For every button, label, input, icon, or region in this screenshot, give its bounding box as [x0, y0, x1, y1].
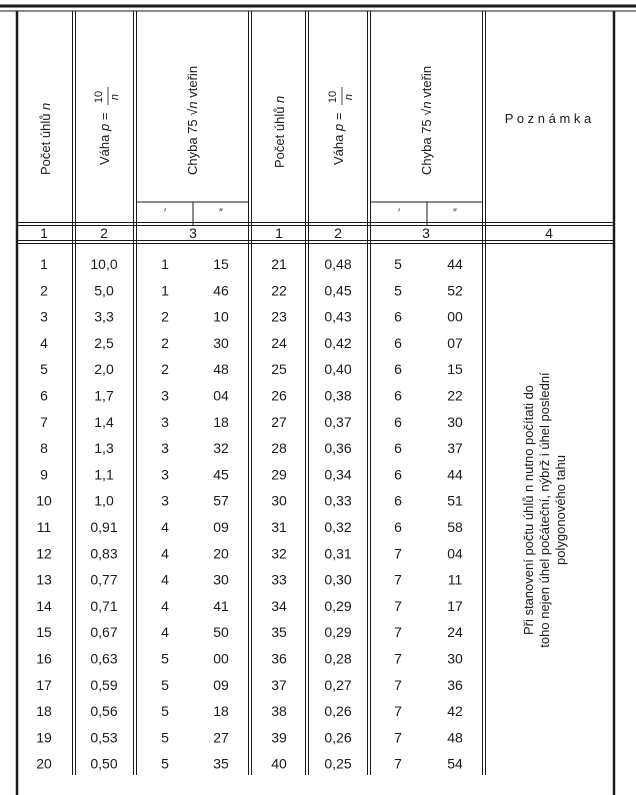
table-cell: 0,31 [324, 545, 352, 562]
table-cell: 44 [447, 256, 463, 272]
table-cell: 0,91 [90, 519, 118, 535]
table-cell: 7 [394, 571, 402, 588]
seconds-header-right: ″ [453, 207, 457, 219]
table-cell: 35 [271, 624, 287, 641]
table-cell: 6 [394, 519, 402, 535]
table-cell: 27 [271, 413, 287, 430]
table-cell: 7 [394, 624, 402, 641]
note-header: P o z n á m k a [504, 111, 592, 126]
table-cell: 0,33 [324, 492, 352, 509]
table-cell: 24 [271, 334, 287, 351]
table-cell: 48 [213, 361, 229, 378]
col-number: 3 [189, 225, 197, 241]
table-cell: 2,0 [94, 361, 114, 378]
table-cell: 22 [271, 282, 287, 299]
data-rows [36, 256, 463, 772]
table-cell: 7 [394, 545, 402, 562]
table-cell: 0,48 [324, 256, 352, 272]
table-cell: 2 [161, 334, 169, 351]
table-cell: 41 [213, 597, 229, 614]
table-cell: 0,26 [324, 703, 352, 720]
table-cell: 30 [213, 571, 229, 588]
table-cell: 09 [213, 676, 229, 693]
table-cell: 32 [213, 440, 229, 457]
table-row [36, 729, 463, 745]
weight-header-left [93, 87, 121, 165]
table-cell: 7 [394, 703, 402, 720]
table-cell: 3 [161, 492, 169, 509]
table-cell: 28 [271, 440, 287, 457]
table-row [36, 703, 463, 719]
table-cell: 38 [271, 703, 287, 720]
table-cell: 0,43 [324, 308, 352, 325]
table-cell: 30 [447, 650, 463, 667]
table-cell: 3 [161, 413, 169, 430]
table-cell: 21 [271, 256, 287, 272]
table-cell: 6 [394, 361, 402, 378]
table-cell: 0,56 [90, 703, 118, 720]
table-cell: 18 [213, 703, 229, 720]
table-cell: 18 [213, 413, 229, 430]
table-cell: 4 [161, 571, 169, 588]
table-cell: 39 [271, 729, 287, 746]
minutes-header-right: ′ [397, 207, 401, 219]
table-cell: 42 [447, 703, 463, 720]
table-cell: 46 [213, 282, 229, 299]
table-cell: 6 [394, 466, 402, 483]
table-cell: 5 [161, 729, 169, 746]
minutes-header-left: ′ [163, 207, 167, 219]
table-cell: 13 [36, 571, 52, 588]
table-cell: 5 [161, 650, 169, 667]
table-cell: 17 [36, 676, 52, 693]
table-cell: 51 [447, 492, 463, 509]
table-cell: 7 [394, 729, 402, 746]
table-cell: 27 [213, 729, 229, 746]
table-cell: 5 [394, 282, 402, 299]
count-header-left: Počet úhlů n [38, 102, 53, 175]
table-cell: 00 [447, 308, 463, 325]
svg-text:n: n [109, 93, 121, 101]
table-cell: 1,0 [94, 492, 114, 509]
table-cell: 14 [36, 597, 52, 614]
table-cell: 5 [161, 676, 169, 693]
table-cell: 0,53 [90, 729, 118, 746]
svg-text:n: n [343, 93, 355, 101]
table-cell: 0,26 [324, 729, 352, 746]
table-cell: 25 [271, 361, 287, 378]
table-cell: 36 [271, 650, 287, 667]
table-cell: 44 [447, 466, 463, 483]
table-cell: 07 [447, 334, 463, 351]
table-cell: 0,50 [90, 755, 118, 772]
table-cell: 0,37 [324, 413, 352, 430]
table-cell: 4 [161, 545, 169, 562]
col-number: 1 [40, 225, 48, 241]
table-cell: 6 [394, 413, 402, 430]
table-cell: 6 [394, 440, 402, 457]
seconds-header-left: ″ [219, 207, 223, 219]
table-cell: 1,4 [94, 413, 114, 430]
table-cell: 6 [394, 334, 402, 351]
table-cell: 0,38 [324, 387, 352, 404]
table-cell: 0,25 [324, 755, 352, 772]
table-cell: 1,1 [94, 466, 114, 483]
table-cell: 2 [40, 282, 48, 299]
table-cell: 5 [161, 703, 169, 720]
weight-header-right [327, 87, 355, 165]
table-cell: 54 [447, 755, 463, 772]
table-cell: 30 [447, 413, 463, 430]
table-cell: 3 [161, 466, 169, 483]
table-cell: 2,5 [94, 334, 114, 351]
table-cell: 4 [161, 597, 169, 614]
table-cell: 20 [36, 755, 52, 772]
table-cell: 0,29 [324, 624, 352, 641]
table-cell: 0,28 [324, 650, 352, 667]
error-header-right [419, 66, 434, 175]
table-cell: 6 [394, 387, 402, 404]
table-cell: 6 [394, 308, 402, 325]
count-header-right: Počet úhlů n [272, 95, 287, 168]
top-border [0, 6, 636, 11]
svg-text:10: 10 [327, 90, 339, 104]
table-cell: 26 [271, 387, 287, 404]
table-cell: 5 [161, 755, 169, 772]
table-cell: 9 [40, 466, 48, 483]
table-cell: 12 [36, 545, 52, 562]
svg-text:10: 10 [93, 90, 105, 104]
table-cell: 40 [271, 755, 287, 772]
table-cell: 10,0 [90, 256, 118, 272]
column-number-row [40, 225, 553, 241]
table-cell: 0,34 [324, 466, 352, 483]
table-cell: 15 [213, 256, 229, 272]
table-cell: 30 [271, 492, 287, 509]
table-cell: 7 [394, 650, 402, 667]
col-number: 4 [545, 225, 553, 241]
note-text [521, 372, 568, 648]
table-cell: 23 [271, 308, 287, 325]
table-cell: 32 [271, 545, 287, 562]
col-number: 2 [334, 225, 342, 241]
svg-text:Váha p =: Váha p = [97, 112, 112, 165]
table-cell: 7 [40, 413, 48, 430]
table-cell: 58 [447, 519, 463, 535]
table-cell: 52 [447, 282, 463, 299]
table-cell: 0,71 [90, 597, 118, 614]
table-cell: 17 [447, 597, 463, 614]
table-cell: 1 [161, 256, 169, 272]
table-cell: 50 [213, 624, 229, 641]
note-line: polygonového tahu [553, 455, 568, 565]
table-cell: 0,42 [324, 334, 352, 351]
table-cell: 7 [394, 755, 402, 772]
table-cell: 2 [161, 308, 169, 325]
table-cell: 30 [213, 334, 229, 351]
table-cell: 09 [213, 519, 229, 535]
table-cell: 3 [161, 440, 169, 457]
table-cell: 0,67 [90, 624, 118, 641]
table-cell: 04 [447, 545, 463, 562]
note-line: toho nejen úhel počáteční, nýbrž i úhel poslední [537, 372, 552, 648]
table-cell: 0,32 [324, 519, 352, 535]
table-cell: 1 [40, 256, 48, 272]
table-cell: 0,77 [90, 571, 118, 588]
table-cell: 0,59 [90, 676, 118, 693]
error-header-left [185, 66, 200, 175]
table-cell: 31 [271, 519, 287, 535]
table-cell: 19 [36, 729, 52, 746]
table-cell: 11 [447, 571, 463, 588]
table-cell: 10 [36, 492, 52, 509]
table-cell: 11 [36, 519, 52, 535]
table-cell: 34 [271, 597, 287, 614]
table-cell: 3 [40, 308, 48, 325]
table-cell: 7 [394, 597, 402, 614]
table-cell: 15 [36, 624, 52, 641]
table-cell: 4 [161, 624, 169, 641]
table-cell: 16 [36, 650, 52, 667]
table-cell: 45 [213, 466, 229, 483]
table-cell: 37 [271, 676, 287, 693]
svg-text:Váha p =: Váha p = [331, 112, 346, 165]
table-cell: 6 [40, 387, 48, 404]
table-cell: 8 [40, 440, 48, 457]
table-cell: 0,83 [90, 545, 118, 562]
table-row [36, 677, 463, 693]
col-number: 1 [275, 225, 283, 241]
table-cell: 0,45 [324, 282, 352, 299]
table-cell: 3 [161, 387, 169, 404]
table-cell: 0,29 [324, 597, 352, 614]
table-cell: 0,63 [90, 650, 118, 667]
col-number: 3 [422, 225, 430, 241]
table-cell: 1 [161, 282, 169, 299]
svg-text:Chyba 75 √n vteřin: Chyba 75 √n vteřin [185, 65, 200, 175]
table-cell: 37 [447, 440, 463, 457]
table-row [36, 651, 463, 667]
table-cell: 20 [213, 545, 229, 562]
table-cell: 33 [271, 571, 287, 588]
table-cell: 04 [213, 387, 229, 404]
table-row [36, 572, 462, 588]
table-cell: 5,0 [94, 282, 114, 299]
table-cell: 0,27 [324, 676, 352, 693]
col-number: 2 [100, 225, 108, 241]
table-cell: 0,36 [324, 440, 352, 457]
table-cell: 00 [213, 650, 229, 667]
table-cell: 2 [161, 361, 169, 378]
table-cell: 5 [394, 256, 402, 272]
table-cell: 36 [447, 676, 463, 693]
table-row [36, 545, 463, 561]
note-line: Při stanovení počtu úhlů n nutno počítati do [521, 384, 536, 636]
table-cell: 7 [394, 676, 402, 693]
svg-text:Chyba 75 √n vteřin: Chyba 75 √n vteřin [419, 65, 434, 175]
table-cell: 24 [447, 624, 463, 641]
table-row [36, 756, 463, 772]
table-cell: 4 [40, 334, 48, 351]
table-cell: 0,30 [324, 571, 352, 588]
table-cell: 29 [271, 466, 287, 483]
table-cell: 22 [447, 387, 463, 404]
table-cell: 57 [213, 492, 229, 509]
table-row [36, 493, 463, 509]
table-cell: 35 [213, 755, 229, 772]
table-cell: 5 [40, 361, 48, 378]
table-cell: 15 [447, 361, 463, 378]
table-cell: 1,7 [94, 387, 114, 404]
table-cell: 18 [36, 703, 52, 720]
table-cell: 48 [447, 729, 463, 746]
table-cell: 4 [161, 519, 169, 535]
table-cell: 3,3 [94, 308, 114, 325]
table-cell: 6 [394, 492, 402, 509]
table-cell: 1,3 [94, 440, 114, 457]
table-cell: 0,40 [324, 361, 352, 378]
table-row [37, 519, 463, 535]
table-row [36, 598, 463, 614]
table-cell: 10 [213, 308, 229, 325]
table-row [36, 624, 463, 640]
